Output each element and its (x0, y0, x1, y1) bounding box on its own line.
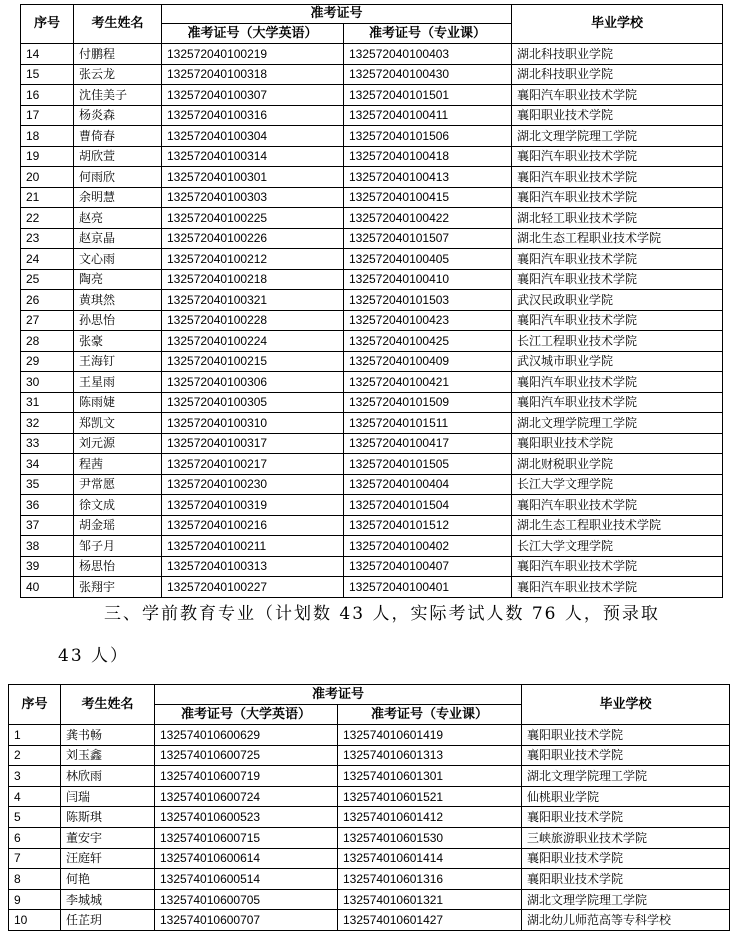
cell-name: 张豪 (74, 331, 162, 352)
cell-name: 陶亮 (74, 269, 162, 290)
cell-ticket-english: 132572040100306 (162, 372, 344, 393)
cell-ticket-english: 132572040100217 (162, 454, 344, 475)
cell-school: 襄阳职业技术学院 (522, 869, 730, 890)
cell-school: 襄阳汽车职业技术学院 (512, 310, 723, 331)
table-row (9, 766, 730, 787)
cell-ticket-major: 132572040101509 (344, 392, 512, 413)
cell-ticket-major: 132572040100410 (344, 269, 512, 290)
header-ticket-english: 准考证号（大学英语） (162, 24, 344, 44)
cell-ticket-english: 132572040100216 (162, 515, 344, 536)
header-school: 毕业学校 (522, 685, 730, 725)
cell-seq: 27 (21, 310, 74, 331)
cell-ticket-english: 132572040100314 (162, 146, 344, 167)
cell-school: 襄阳职业技术学院 (522, 848, 730, 869)
cell-seq: 2 (9, 745, 61, 766)
cell-ticket-major: 132572040100421 (344, 372, 512, 393)
cell-ticket-english: 132572040100304 (162, 126, 344, 147)
cell-school: 湖北文理学院理工学院 (522, 889, 730, 910)
cell-name: 余明慧 (74, 187, 162, 208)
cell-seq: 38 (21, 536, 74, 557)
table-row (21, 556, 723, 577)
cell-seq: 40 (21, 577, 74, 598)
table-row (21, 146, 723, 167)
cell-ticket-major: 132572040101501 (344, 85, 512, 106)
cell-ticket-major: 132572040100401 (344, 577, 512, 598)
cell-school: 襄阳汽车职业技术学院 (512, 495, 723, 516)
cell-seq: 33 (21, 433, 74, 454)
cell-name: 付鹏程 (74, 44, 162, 65)
cell-ticket-english: 132574010600614 (155, 848, 338, 869)
table-row (21, 249, 723, 270)
cell-name: 赵亮 (74, 208, 162, 229)
table-row (21, 413, 723, 434)
table-row (21, 228, 723, 249)
cell-ticket-major: 132572040100418 (344, 146, 512, 167)
cell-name: 黄琪然 (74, 290, 162, 311)
cell-school: 武汉城市职业学院 (512, 351, 723, 372)
cell-school: 湖北科技职业学院 (512, 64, 723, 85)
cell-ticket-english: 132572040100219 (162, 44, 344, 65)
cell-school: 湖北幼儿师范高等专科学校 (522, 910, 730, 931)
cell-name: 胡金瑶 (74, 515, 162, 536)
table-row (21, 167, 723, 188)
cell-name: 闫瑞 (61, 786, 155, 807)
cell-ticket-english: 132572040100319 (162, 495, 344, 516)
admission-table-2 (8, 684, 730, 931)
cell-ticket-english: 132572040100318 (162, 64, 344, 85)
table-row (9, 889, 730, 910)
cell-ticket-major: 132572040100403 (344, 44, 512, 65)
cell-name: 龚书畅 (61, 725, 155, 746)
table-row (21, 310, 723, 331)
cell-school: 湖北文理学院理工学院 (512, 126, 723, 147)
cell-name: 林欣雨 (61, 766, 155, 787)
table-row (21, 474, 723, 495)
cell-school: 襄阳汽车职业技术学院 (512, 577, 723, 598)
cell-ticket-english: 132574010600629 (155, 725, 338, 746)
cell-school: 襄阳职业技术学院 (522, 745, 730, 766)
cell-seq: 25 (21, 269, 74, 290)
cell-name: 陈雨婕 (74, 392, 162, 413)
cell-seq: 17 (21, 105, 74, 126)
cell-seq: 20 (21, 167, 74, 188)
header-ticket-group: 准考证号 (155, 685, 522, 705)
table-row (21, 187, 723, 208)
cell-ticket-major: 132574010601521 (338, 786, 522, 807)
cell-seq: 14 (21, 44, 74, 65)
cell-ticket-major: 132572040100417 (344, 433, 512, 454)
table-row (21, 105, 723, 126)
cell-name: 李城城 (61, 889, 155, 910)
cell-seq: 6 (9, 827, 61, 848)
section-heading-continued: 43 人） (58, 646, 130, 666)
header-ticket-group: 准考证号 (162, 5, 512, 24)
cell-name: 邹子月 (74, 536, 162, 557)
cell-name: 刘玉鑫 (61, 745, 155, 766)
table-row (9, 725, 730, 746)
cell-school: 湖北科技职业学院 (512, 44, 723, 65)
cell-name: 王海钉 (74, 351, 162, 372)
cell-school: 襄阳汽车职业技术学院 (512, 556, 723, 577)
table-row (9, 745, 730, 766)
cell-school: 襄阳职业技术学院 (512, 433, 723, 454)
cell-school: 襄阳汽车职业技术学院 (512, 146, 723, 167)
header-ticket-english: 准考证号（大学英语） (155, 705, 338, 725)
cell-school: 襄阳汽车职业技术学院 (512, 187, 723, 208)
cell-ticket-major: 132572040101507 (344, 228, 512, 249)
cell-name: 孙思怡 (74, 310, 162, 331)
cell-seq: 3 (9, 766, 61, 787)
table-row (21, 495, 723, 516)
cell-ticket-english: 132572040100228 (162, 310, 344, 331)
table-row (21, 372, 723, 393)
cell-school: 襄阳汽车职业技术学院 (512, 249, 723, 270)
cell-ticket-major: 132572040100425 (344, 331, 512, 352)
table-row (21, 85, 723, 106)
cell-ticket-major: 132572040100409 (344, 351, 512, 372)
cell-seq: 7 (9, 848, 61, 869)
cell-ticket-english: 132572040100225 (162, 208, 344, 229)
cell-name: 沈佳美子 (74, 85, 162, 106)
cell-seq: 37 (21, 515, 74, 536)
cell-school: 湖北文理学院理工学院 (512, 413, 723, 434)
cell-ticket-major: 132574010601427 (338, 910, 522, 931)
cell-ticket-english: 132572040100305 (162, 392, 344, 413)
cell-name: 董安宇 (61, 827, 155, 848)
cell-school: 仙桃职业学院 (522, 786, 730, 807)
cell-ticket-english: 132574010600514 (155, 869, 338, 890)
table-row (9, 848, 730, 869)
cell-seq: 10 (9, 910, 61, 931)
table-row (21, 208, 723, 229)
cell-ticket-english: 132572040100224 (162, 331, 344, 352)
cell-ticket-major: 132574010601412 (338, 807, 522, 828)
cell-school: 襄阳汽车职业技术学院 (512, 167, 723, 188)
cell-seq: 18 (21, 126, 74, 147)
header-school: 毕业学校 (512, 5, 723, 44)
cell-school: 襄阳汽车职业技术学院 (512, 372, 723, 393)
cell-ticket-major: 132574010601316 (338, 869, 522, 890)
cell-school: 湖北生态工程职业技术学院 (512, 515, 723, 536)
cell-ticket-major: 132572040100405 (344, 249, 512, 270)
table-row (9, 869, 730, 890)
cell-ticket-english: 132572040100301 (162, 167, 344, 188)
cell-ticket-major: 132574010601321 (338, 889, 522, 910)
header-seq: 序号 (21, 5, 74, 44)
cell-seq: 1 (9, 725, 61, 746)
cell-seq: 34 (21, 454, 74, 475)
table-row (21, 351, 723, 372)
cell-ticket-english: 132574010600523 (155, 807, 338, 828)
cell-ticket-english: 132572040100303 (162, 187, 344, 208)
table-row (21, 64, 723, 85)
cell-ticket-major: 132572040101504 (344, 495, 512, 516)
cell-name: 胡欣萱 (74, 146, 162, 167)
cell-ticket-english: 132574010600724 (155, 786, 338, 807)
cell-seq: 16 (21, 85, 74, 106)
cell-name: 杨思怡 (74, 556, 162, 577)
cell-seq: 15 (21, 64, 74, 85)
cell-seq: 22 (21, 208, 74, 229)
cell-name: 任芷玥 (61, 910, 155, 931)
cell-ticket-major: 132572040100407 (344, 556, 512, 577)
cell-ticket-english: 132572040100317 (162, 433, 344, 454)
cell-seq: 30 (21, 372, 74, 393)
table-row (21, 44, 723, 65)
table-row (21, 577, 723, 598)
header-name: 考生姓名 (61, 685, 155, 725)
cell-name: 文心雨 (74, 249, 162, 270)
cell-seq: 28 (21, 331, 74, 352)
cell-ticket-english: 132574010600725 (155, 745, 338, 766)
cell-school: 襄阳职业技术学院 (512, 105, 723, 126)
cell-ticket-english: 132572040100313 (162, 556, 344, 577)
cell-ticket-major: 132574010601530 (338, 827, 522, 848)
cell-school: 三峡旅游职业技术学院 (522, 827, 730, 848)
cell-seq: 24 (21, 249, 74, 270)
cell-seq: 29 (21, 351, 74, 372)
header-ticket-major: 准考证号（专业课） (344, 24, 512, 44)
cell-seq: 19 (21, 146, 74, 167)
table-row (9, 827, 730, 848)
header-seq: 序号 (9, 685, 61, 725)
table-row (21, 290, 723, 311)
cell-seq: 35 (21, 474, 74, 495)
cell-name: 陈斯琪 (61, 807, 155, 828)
cell-ticket-english: 132572040100321 (162, 290, 344, 311)
cell-seq: 8 (9, 869, 61, 890)
cell-ticket-major: 132572040100430 (344, 64, 512, 85)
header-ticket-major: 准考证号（专业课） (338, 705, 522, 725)
table-row (9, 910, 730, 931)
cell-name: 汪庭轩 (61, 848, 155, 869)
cell-seq: 26 (21, 290, 74, 311)
cell-ticket-major: 132572040101503 (344, 290, 512, 311)
cell-name: 杨炎森 (74, 105, 162, 126)
cell-ticket-english: 132572040100215 (162, 351, 344, 372)
cell-ticket-major: 132572040101511 (344, 413, 512, 434)
cell-ticket-english: 132572040100316 (162, 105, 344, 126)
cell-school: 襄阳汽车职业技术学院 (512, 85, 723, 106)
cell-seq: 32 (21, 413, 74, 434)
cell-school: 襄阳汽车职业技术学院 (512, 269, 723, 290)
cell-name: 何雨欣 (74, 167, 162, 188)
cell-name: 赵京晶 (74, 228, 162, 249)
cell-seq: 4 (9, 786, 61, 807)
cell-ticket-english: 132572040100230 (162, 474, 344, 495)
cell-school: 长江大学文理学院 (512, 536, 723, 557)
cell-name: 徐文成 (74, 495, 162, 516)
section-heading: 三、学前教育专业（计划数 43 人，实际考试人数 76 人，预录取 (104, 604, 660, 624)
cell-school: 襄阳职业技术学院 (522, 725, 730, 746)
cell-name: 何艳 (61, 869, 155, 890)
cell-school: 武汉民政职业学院 (512, 290, 723, 311)
cell-name: 张云龙 (74, 64, 162, 85)
header-name: 考生姓名 (74, 5, 162, 44)
cell-ticket-english: 132572040100307 (162, 85, 344, 106)
cell-school: 湖北财税职业学院 (512, 454, 723, 475)
cell-ticket-major: 132572040100402 (344, 536, 512, 557)
cell-ticket-major: 132574010601414 (338, 848, 522, 869)
cell-ticket-major: 132572040100404 (344, 474, 512, 495)
table-row (21, 433, 723, 454)
cell-name: 尹常愿 (74, 474, 162, 495)
table-row (21, 454, 723, 475)
cell-seq: 39 (21, 556, 74, 577)
cell-school: 湖北轻工职业技术学院 (512, 208, 723, 229)
cell-ticket-major: 132572040101505 (344, 454, 512, 475)
cell-seq: 21 (21, 187, 74, 208)
cell-ticket-english: 132572040100211 (162, 536, 344, 557)
table-row (21, 536, 723, 557)
cell-school: 长江大学文理学院 (512, 474, 723, 495)
table-row (21, 331, 723, 352)
cell-ticket-english: 132574010600707 (155, 910, 338, 931)
cell-school: 湖北生态工程职业技术学院 (512, 228, 723, 249)
cell-school: 襄阳汽车职业技术学院 (512, 392, 723, 413)
cell-ticket-english: 132572040100212 (162, 249, 344, 270)
cell-name: 曹倚春 (74, 126, 162, 147)
cell-ticket-major: 132572040101506 (344, 126, 512, 147)
cell-ticket-major: 132574010601301 (338, 766, 522, 787)
cell-seq: 5 (9, 807, 61, 828)
cell-name: 刘元源 (74, 433, 162, 454)
table-row (21, 269, 723, 290)
cell-school: 长江工程职业技术学院 (512, 331, 723, 352)
cell-ticket-major: 132572040100423 (344, 310, 512, 331)
cell-ticket-major: 132574010601419 (338, 725, 522, 746)
cell-name: 郑凯文 (74, 413, 162, 434)
cell-ticket-english: 132572040100310 (162, 413, 344, 434)
cell-ticket-english: 132574010600719 (155, 766, 338, 787)
cell-name: 程茜 (74, 454, 162, 475)
cell-ticket-english: 132574010600705 (155, 889, 338, 910)
cell-seq: 9 (9, 889, 61, 910)
table-row (21, 392, 723, 413)
cell-seq: 36 (21, 495, 74, 516)
cell-ticket-english: 132572040100226 (162, 228, 344, 249)
admission-table-1 (20, 4, 723, 598)
cell-ticket-major: 132572040100415 (344, 187, 512, 208)
cell-ticket-major: 132572040100422 (344, 208, 512, 229)
cell-school: 湖北文理学院理工学院 (522, 766, 730, 787)
cell-ticket-major: 132574010601313 (338, 745, 522, 766)
cell-name: 张翔宇 (74, 577, 162, 598)
cell-ticket-major: 132572040100413 (344, 167, 512, 188)
cell-seq: 31 (21, 392, 74, 413)
table-row (21, 515, 723, 536)
cell-ticket-english: 132572040100227 (162, 577, 344, 598)
table-row (21, 126, 723, 147)
cell-ticket-english: 132572040100218 (162, 269, 344, 290)
cell-ticket-english: 132574010600715 (155, 827, 338, 848)
cell-ticket-major: 132572040100411 (344, 105, 512, 126)
cell-ticket-major: 132572040101512 (344, 515, 512, 536)
cell-school: 襄阳职业技术学院 (522, 807, 730, 828)
table-row (9, 807, 730, 828)
cell-name: 王星雨 (74, 372, 162, 393)
cell-seq: 23 (21, 228, 74, 249)
table-row (9, 786, 730, 807)
